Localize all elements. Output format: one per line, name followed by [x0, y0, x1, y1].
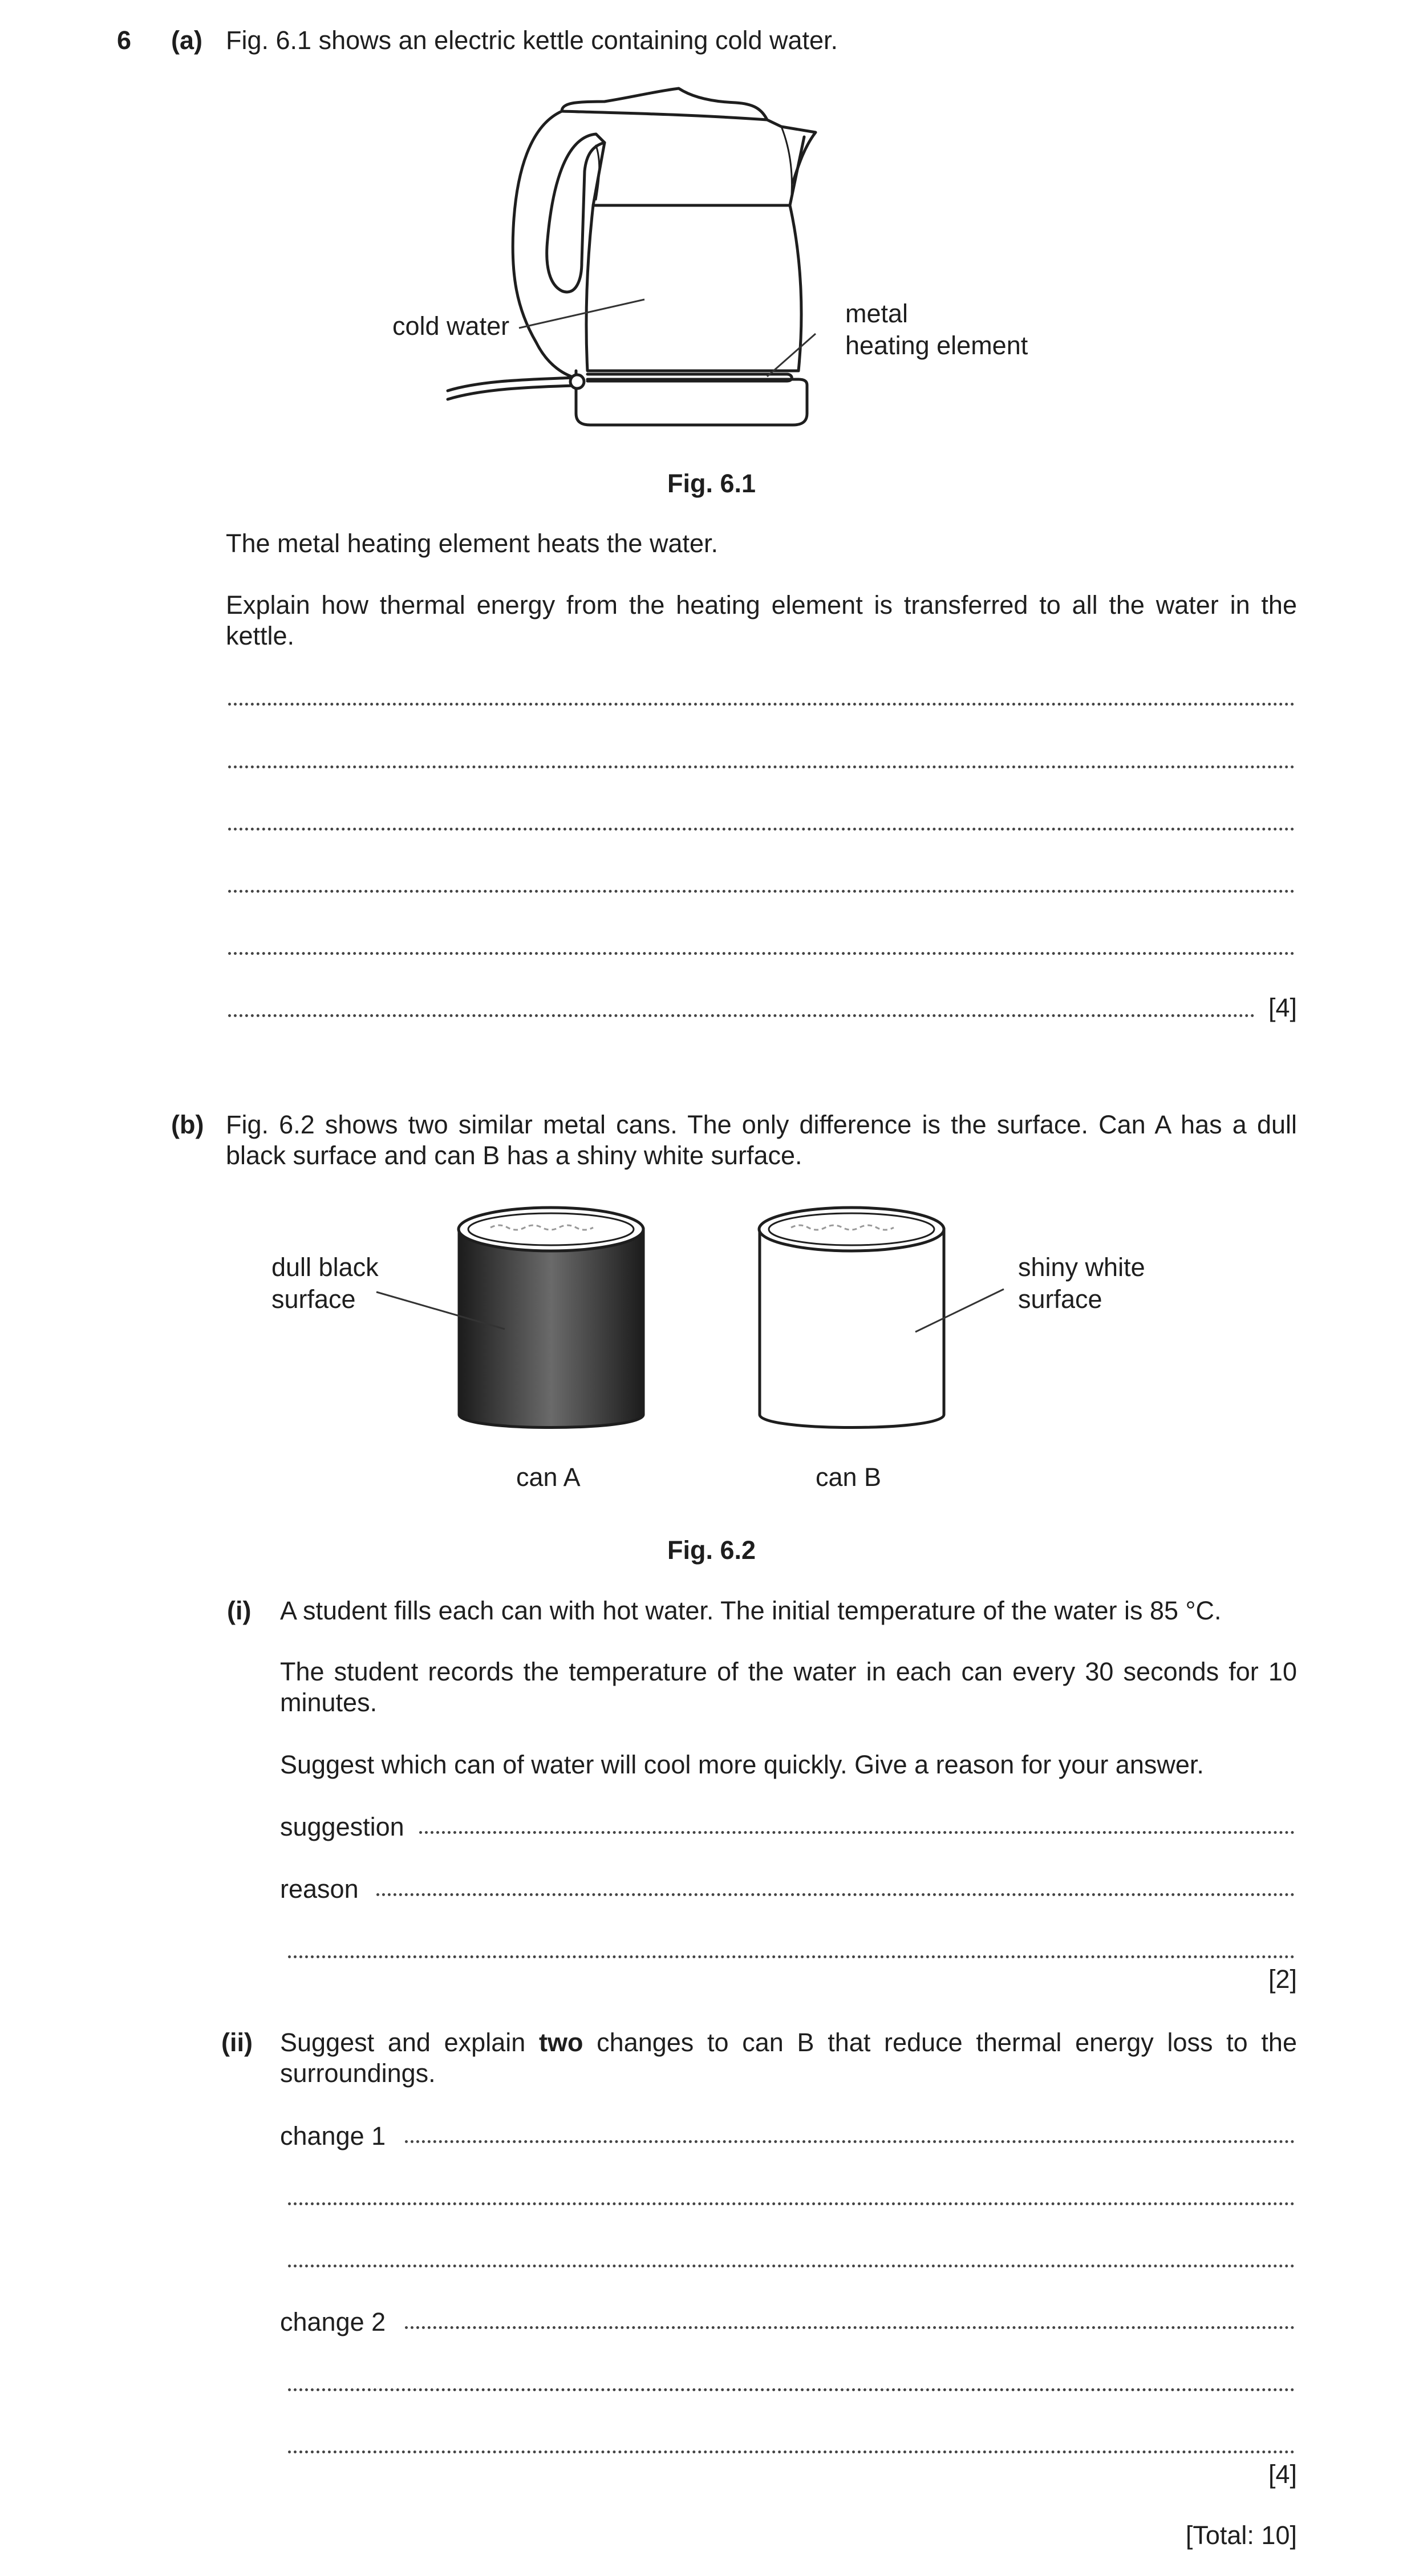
change1-answer-line-1[interactable] — [405, 2140, 1295, 2143]
fig-6-2-caption: Fig. 6.2 — [667, 1536, 756, 1565]
label-shiny-white-surface: surface — [1018, 1285, 1102, 1314]
change2-answer-line-2[interactable] — [288, 2388, 1295, 2391]
answer-line-a3[interactable] — [228, 828, 1295, 831]
sub-i-text2: The student records the temperature of the water in each can every 30 seconds for 10 minutes. — [280, 1657, 1297, 1717]
part-b-intro: Fig. 6.2 shows two similar metal cans. The only difference is the surface. Can A has a dull black surface and can B has a shiny white surface. — [226, 1110, 1297, 1170]
sub-i-label: (i) — [227, 1596, 252, 1625]
suggestion-answer-line[interactable] — [419, 1831, 1295, 1834]
answer-line-a4[interactable] — [228, 890, 1295, 893]
change2-answer-line-1[interactable] — [405, 2326, 1295, 2329]
label-shiny-white: shiny white — [1018, 1253, 1145, 1282]
part-b-label: (b) — [171, 1110, 204, 1139]
answer-line-a5[interactable] — [228, 952, 1295, 955]
cans-figure — [0, 1186, 1415, 1506]
sub-ii-text-post: changes to can B that reduce thermal energy loss to the surroundings. — [280, 2028, 1297, 2088]
suggestion-label: suggestion — [280, 1812, 404, 1841]
answer-line-a6[interactable] — [228, 1014, 1255, 1017]
kettle-base — [576, 371, 807, 425]
label-can-b: can B — [816, 1463, 882, 1492]
sub-i-text3: Suggest which can of water will cool more quickly. Give a reason for your answer. — [280, 1750, 1204, 1779]
part-a-intro: Fig. 6.1 shows an electric kettle containing cold water. — [226, 26, 838, 55]
sub-ii-text — [280, 2027, 1297, 2089]
change2-label: change 2 — [280, 2307, 386, 2336]
reason-label: reason — [280, 1874, 359, 1903]
kettle-body — [586, 205, 801, 371]
label-dull-black-surface: surface — [271, 1285, 356, 1314]
sub-ii-marks: [4] — [1268, 2460, 1297, 2489]
label-heating-element: heating element — [845, 331, 1028, 360]
answer-line-a2[interactable] — [228, 765, 1295, 768]
change1-label: change 1 — [280, 2121, 386, 2150]
reason-answer-line-1[interactable] — [376, 1893, 1295, 1896]
label-metal: metal — [845, 299, 909, 328]
label-can-a: can A — [516, 1463, 581, 1492]
part-a-label: (a) — [171, 26, 202, 55]
question-number: 6 — [117, 26, 132, 55]
sub-i-marks: [2] — [1268, 1965, 1297, 1994]
heating-element — [587, 374, 792, 381]
part-a-statement: The metal heating element heats the water. — [226, 529, 719, 558]
change1-answer-line-2[interactable] — [288, 2202, 1295, 2205]
reason-answer-line-2[interactable] — [288, 1955, 1295, 1958]
sub-ii-text-bold: two — [538, 2028, 583, 2057]
kettle-figure — [0, 0, 1415, 456]
sub-ii-text-pre: Suggest and explain — [280, 2028, 539, 2057]
total-marks: [Total: 10] — [1185, 2521, 1297, 2550]
part-a-prompt: Explain how thermal energy from the heating element is transferred to all the water in the kettle. — [226, 590, 1297, 650]
part-a-marks: [4] — [1268, 993, 1297, 1022]
fig-6-1-caption: Fig. 6.1 — [667, 469, 756, 498]
label-dull-black: dull black — [271, 1253, 379, 1282]
sub-i-text1: A student fills each can with hot water. The initial temperature of the water is 85 °C. — [280, 1596, 1222, 1625]
change1-answer-line-3[interactable] — [288, 2265, 1295, 2267]
can-a-shape — [459, 1208, 643, 1428]
label-cold-water: cold water — [392, 311, 510, 341]
change2-answer-line-3[interactable] — [288, 2451, 1295, 2453]
answer-line-a1[interactable] — [228, 703, 1295, 706]
can-b-shape — [759, 1208, 944, 1428]
sub-ii-label: (ii) — [221, 2028, 253, 2057]
